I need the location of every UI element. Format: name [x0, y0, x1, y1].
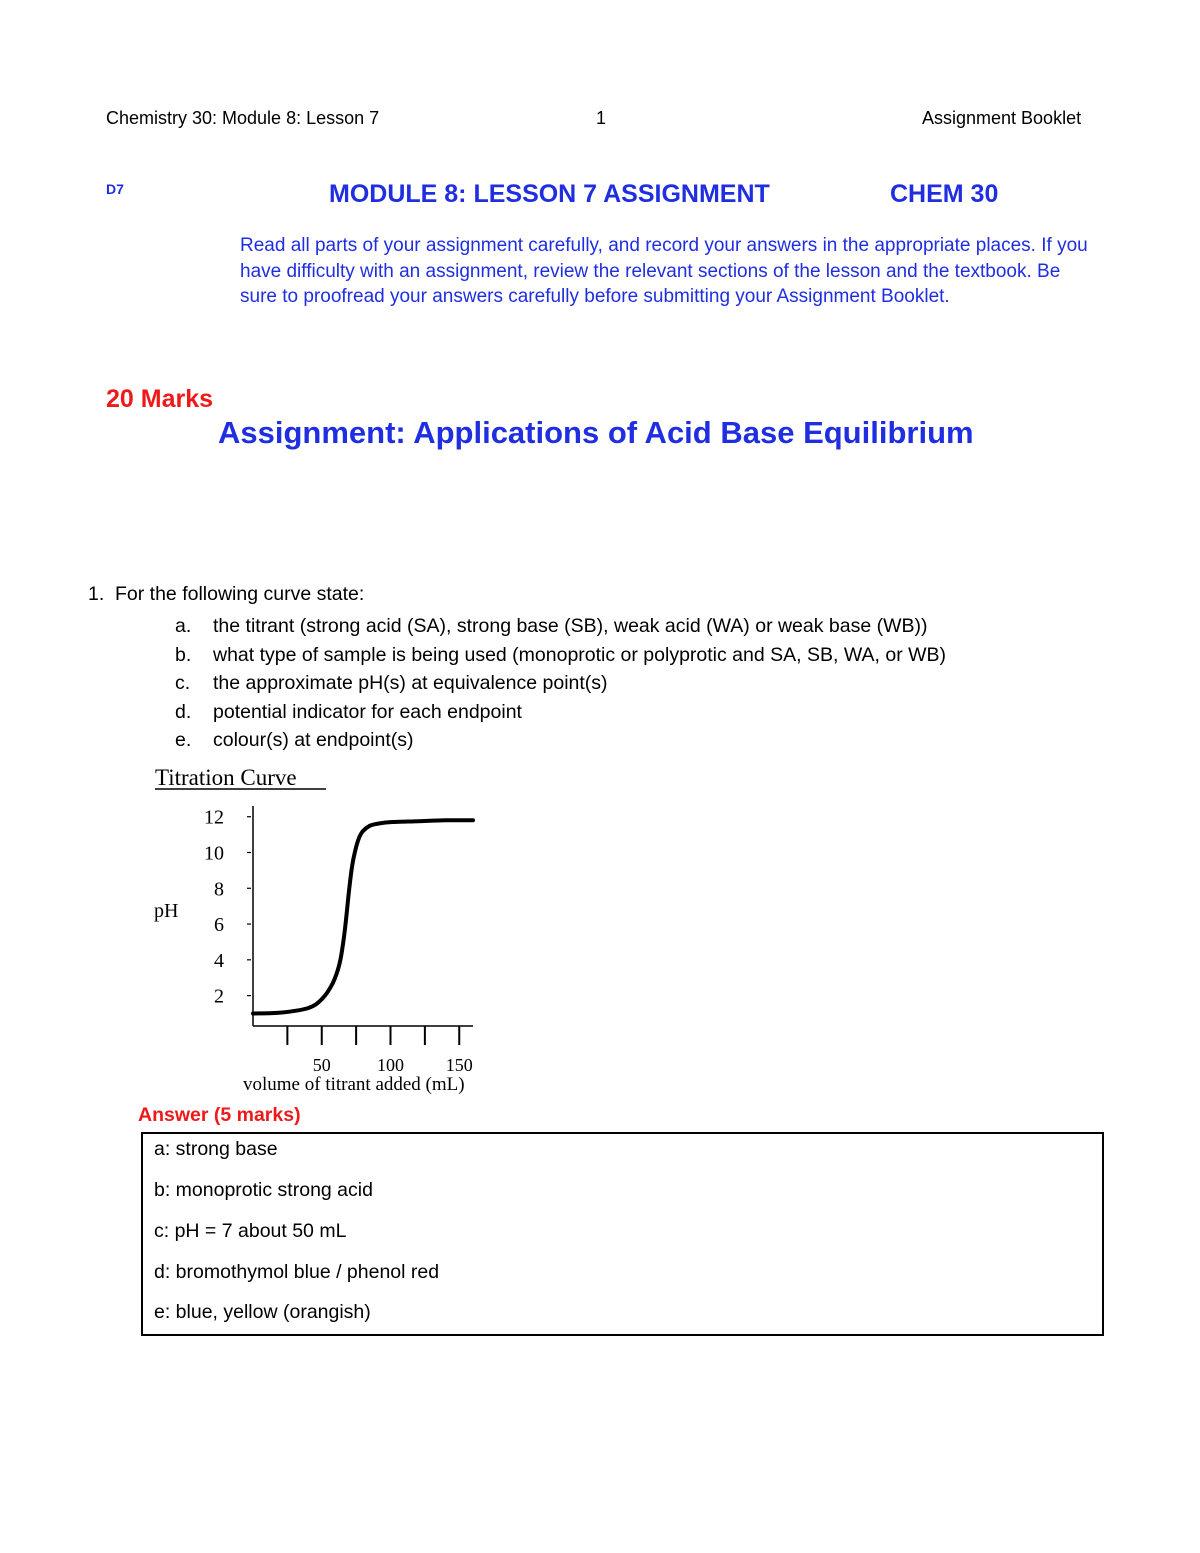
- y-tick-label: 8: [214, 878, 224, 901]
- part-letter: b.: [175, 643, 192, 666]
- x-tick-label: 100: [377, 1055, 404, 1075]
- x-tick-label: 150: [445, 1055, 473, 1075]
- titration-curve-line: [253, 820, 473, 1013]
- running-header-left: Chemistry 30: Module 8: Lesson 7: [106, 108, 380, 128]
- answer-line-e: e: blue, yellow (orangish): [154, 1301, 371, 1323]
- question-part: [175, 612, 946, 641]
- part-text: colour(s) at endpoint(s): [213, 729, 414, 752]
- document-title: MODULE 8: LESSON 7 ASSIGNMENT: [329, 180, 770, 208]
- y-tick-label: 12: [204, 806, 224, 829]
- y-tick-label: 10: [204, 842, 224, 865]
- course-code: CHEM 30: [890, 180, 999, 208]
- y-axis-label: pH: [154, 900, 179, 922]
- question-part: [175, 698, 946, 727]
- chart-title: Titration Curve: [155, 765, 297, 790]
- question-part: [175, 641, 946, 670]
- question-part: [175, 726, 946, 755]
- answer-box: [141, 1132, 1104, 1336]
- part-letter: c.: [175, 672, 191, 695]
- assignment-title: Assignment: Applications of Acid Base Equilibrium: [218, 415, 974, 450]
- y-tick-label: 6: [214, 914, 224, 937]
- part-text: what type of sample is being used (monoprotic or polyprotic and SA, SB, WA, or WB): [213, 643, 947, 666]
- part-text: potential indicator for each endpoint: [213, 700, 522, 723]
- answer-heading: Answer (5 marks): [138, 1104, 301, 1126]
- plot-area: [204, 806, 473, 1075]
- question-part: [175, 669, 946, 698]
- answer-line-b: b: monoprotic strong acid: [154, 1179, 373, 1201]
- answer-line-c: c: pH = 7 about 50 mL: [154, 1220, 347, 1242]
- question-parts-list: [175, 612, 946, 755]
- question-stem: [88, 583, 364, 606]
- y-tick-label: 4: [214, 949, 224, 972]
- instructions-paragraph: Read all parts of your assignment carefully, and record your answers in the appropriate places. If you have difficulty with an assignment, review the relevant sections of the lesson and the textbook. Be sure to proofread your answers carefully before submitting your Assignment Booklet.: [240, 235, 1088, 307]
- document-code: D7: [106, 181, 124, 197]
- x-tick-label: 50: [312, 1055, 331, 1075]
- part-text: the titrant (strong acid (SA), strong base (SB), weak acid (WA) or weak base (WB)): [213, 615, 928, 637]
- y-tick-label: 2: [214, 985, 224, 1008]
- part-letter: a.: [175, 615, 192, 637]
- total-marks: 20 Marks: [106, 385, 214, 413]
- part-text: the approximate pH(s) at equivalence point(s): [213, 672, 608, 695]
- part-letter: d.: [175, 700, 192, 723]
- part-letter: e.: [175, 729, 192, 752]
- x-axis-label: volume of titrant added (mL): [243, 1074, 465, 1095]
- page-number: 1: [596, 108, 607, 128]
- running-header-right: Assignment Booklet: [922, 108, 1082, 128]
- titration-curve-chart: [140, 756, 540, 1101]
- question-number: 1.: [88, 583, 105, 605]
- answer-line-d: d: bromothymol blue / phenol red: [154, 1261, 440, 1283]
- answer-line-a: a: strong base: [154, 1138, 278, 1160]
- question-text: For the following curve state:: [115, 583, 365, 605]
